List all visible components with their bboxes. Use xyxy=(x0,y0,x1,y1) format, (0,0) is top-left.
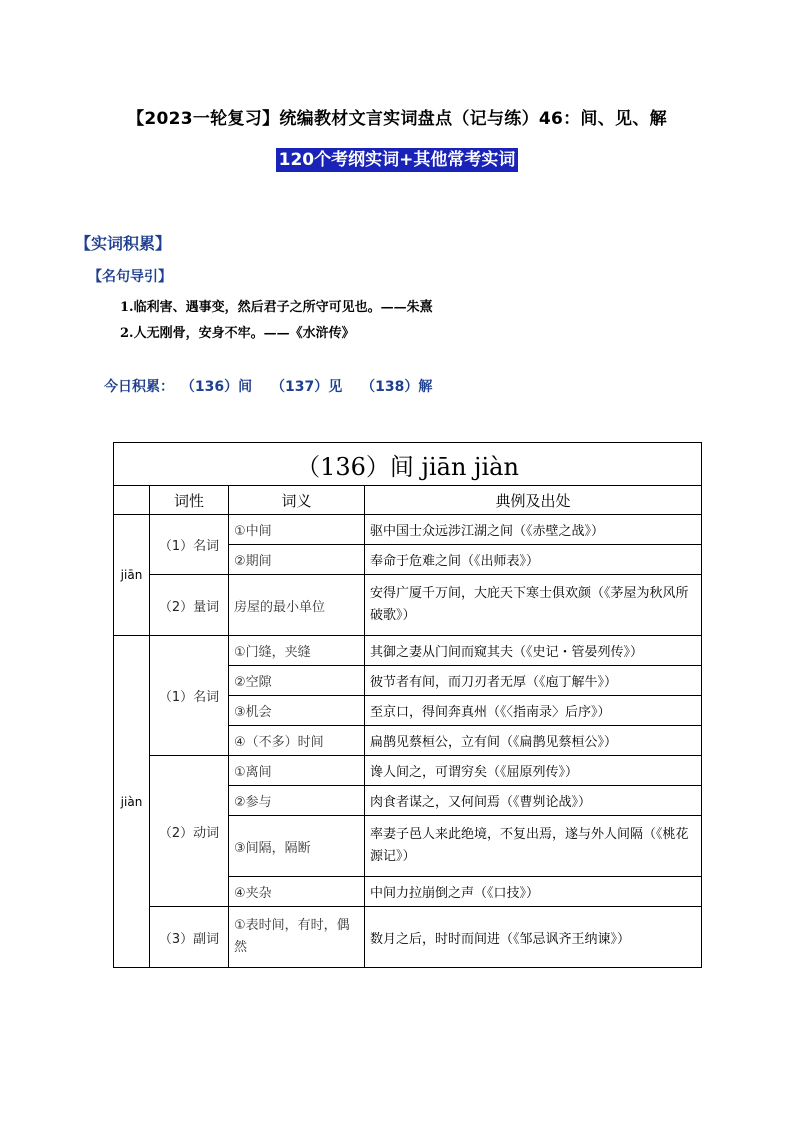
meaning-cell: ①离间 xyxy=(229,756,365,786)
pinyin-jian4: jiàn xyxy=(114,636,150,968)
example-cell: 其御之妻从门间而窥其夫（《史记・管晏列传》） xyxy=(365,636,702,666)
today-item-138: （138）解 xyxy=(361,379,433,395)
pos-cell: （3）副词 xyxy=(150,907,229,968)
table-row xyxy=(114,756,702,786)
table-title-row xyxy=(114,443,702,486)
example-cell: 数月之后，时时而间进（《邹忌讽齐王纳谏》） xyxy=(365,907,702,968)
section-heading: 【实词积累】 xyxy=(75,234,172,253)
document-subtitle: 120个考纲实词+其他常考实词 xyxy=(276,148,519,172)
pos-cell: （1）名词 xyxy=(150,515,229,575)
document-title: 【2023一轮复习】统编教材文言实词盘点（记与练）46：间、见、解 xyxy=(127,109,667,129)
today-item-137: （137）见 xyxy=(270,379,343,395)
table-header-row xyxy=(114,486,702,515)
meaning-cell: ①中间 xyxy=(229,515,365,545)
meaning-cell: ②参与 xyxy=(229,786,365,816)
meaning-cell: ③间隔，隔断 xyxy=(229,816,365,877)
table-row xyxy=(114,575,702,636)
example-cell: 扁鹊见蔡桓公，立有间（《扁鹊见蔡桓公》） xyxy=(365,726,702,756)
pinyin-header-cell xyxy=(114,486,150,515)
example-cell: 中间力拉崩倒之声（《口技》） xyxy=(365,877,702,907)
meaning-cell: ②空隙 xyxy=(229,666,365,696)
table-row xyxy=(114,636,702,666)
header-pos: 词性 xyxy=(150,486,229,515)
vocab-table xyxy=(113,442,702,968)
subtitle-wrap xyxy=(0,148,794,172)
header-example: 典例及出处 xyxy=(365,486,702,515)
meaning-cell: ④夹杂 xyxy=(229,877,365,907)
example-cell: 安得广厦千万间，大庇天下寒士俱欢颜（《茅屋为秋风所破歌》） xyxy=(365,575,702,636)
today-accumulation xyxy=(104,376,446,396)
example-cell: 彼节者有间，而刀刃者无厚（《庖丁解牛》） xyxy=(365,666,702,696)
pinyin-jian1: jiān xyxy=(114,515,150,636)
example-cell: 至京口，得间奔真州（《〈指南录〉后序》） xyxy=(365,696,702,726)
meaning-cell: 房屋的最小单位 xyxy=(229,575,365,636)
pos-cell: （2）动词 xyxy=(150,756,229,907)
example-cell: 驱中国士众远涉江湖之间（《赤壁之战》） xyxy=(365,515,702,545)
quote-2: 2.人无刚骨，安身不牢。——《水浒传》 xyxy=(120,326,355,341)
pos-cell: （2）量词 xyxy=(150,575,229,636)
pos-cell: （1）名词 xyxy=(150,636,229,756)
quote-1: 1.临利害、遇事变，然后君子之所守可见也。——朱熹 xyxy=(120,300,433,315)
header-meaning: 词义 xyxy=(229,486,365,515)
table-row xyxy=(114,515,702,545)
meaning-cell: ④（不多）时间 xyxy=(229,726,365,756)
today-item-136: （136）间 xyxy=(180,379,253,395)
table-row xyxy=(114,907,702,968)
meaning-cell: ①表时间，有时，偶然 xyxy=(229,907,365,968)
example-cell: 谗人间之，可谓穷矣（《屈原列传》） xyxy=(365,756,702,786)
example-cell: 肉食者谋之，又何间焉（《曹刿论战》） xyxy=(365,786,702,816)
meaning-cell: ③机会 xyxy=(229,696,365,726)
table-title: （136）间 jiān jiàn xyxy=(114,443,702,486)
meaning-cell: ②期间 xyxy=(229,545,365,575)
meaning-cell: ①门缝，夹缝 xyxy=(229,636,365,666)
example-cell: 率妻子邑人来此绝境，不复出焉，遂与外人间隔（《桃花源记》） xyxy=(365,816,702,877)
today-label: 今日积累： xyxy=(104,379,174,395)
example-cell: 奉命于危难之间（《出师表》） xyxy=(365,545,702,575)
famous-quotes-heading: 【名句导引】 xyxy=(88,269,172,285)
